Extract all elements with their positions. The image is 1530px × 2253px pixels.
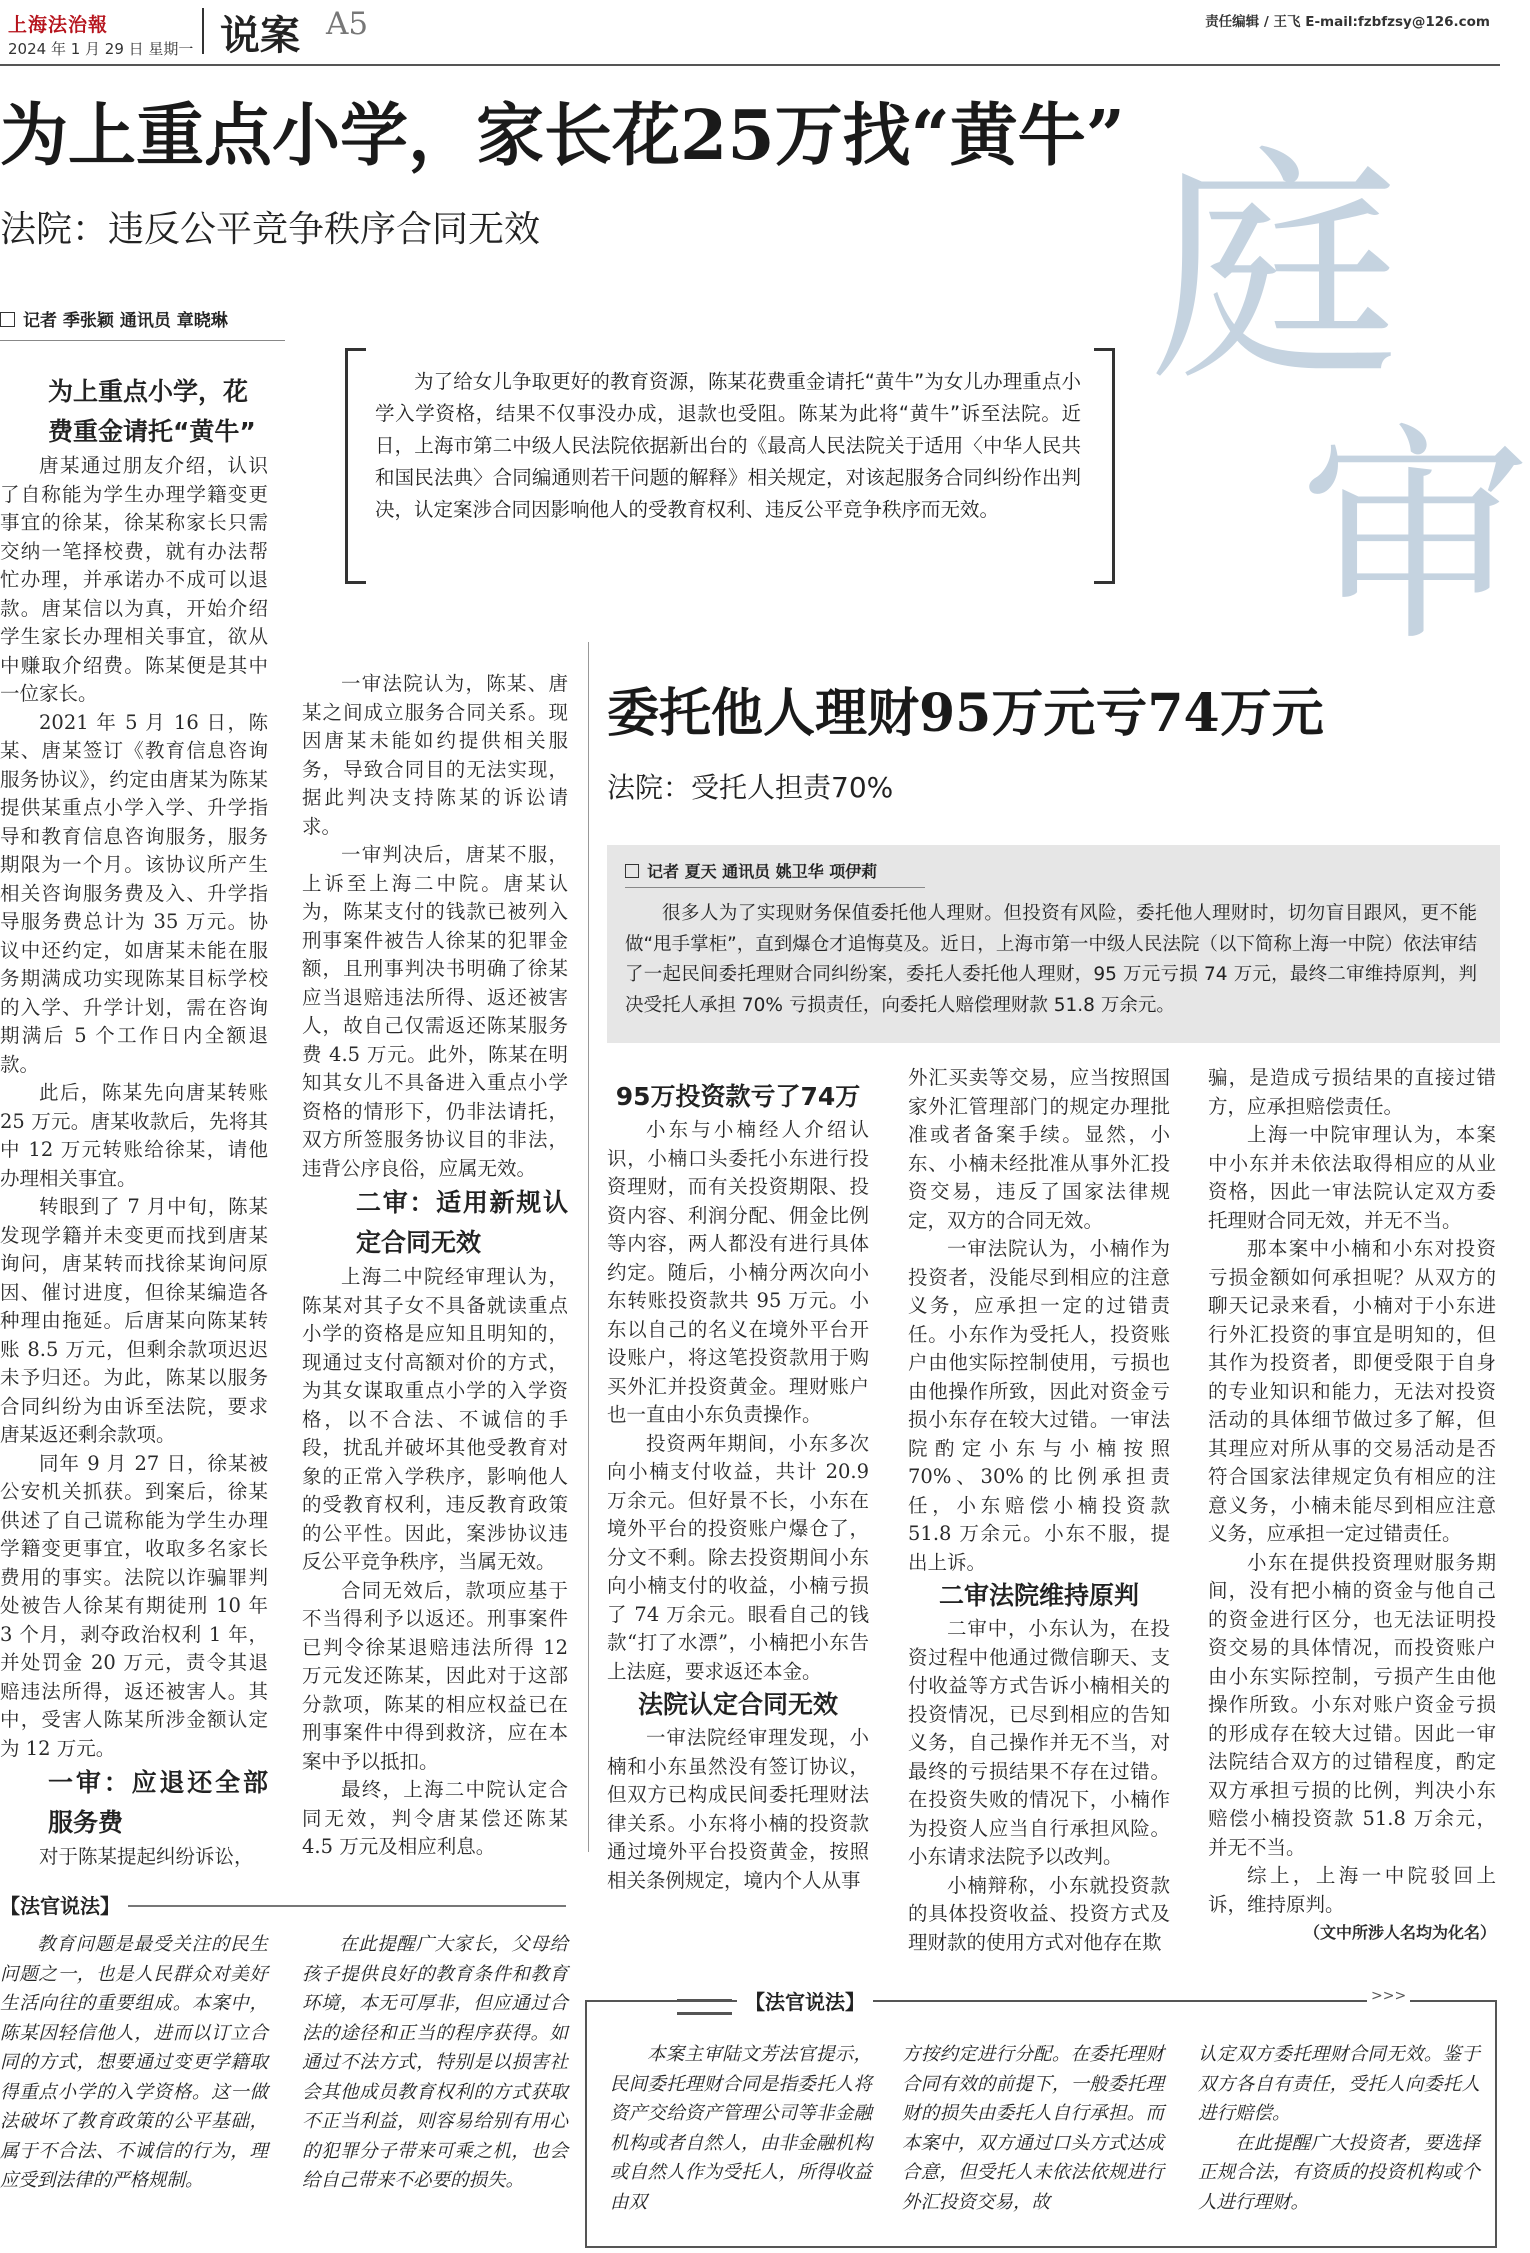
story2-subheading-3: 二审法院维持原判	[938, 1581, 1139, 1610]
story2-note-col1	[610, 2040, 872, 2217]
paragraph: 合同无效后，款项应基于不当得利予以返还。刑事案件已判令徐某退赔违法所得 12 万元发还陈某，因此对于这部分款项，陈某的相应权益已在刑事案件中得到救济，应在本案中予以抵扣。	[302, 1578, 568, 1773]
paragraph: 二审中，小东认为，在投资过程中他通过微信聊天、支付收益等方式告诉小楠相关的投资情况，已尽到相应的告知义务，自己操作并无不当，对最终的亏损结果不存在过错。在投资失败的情况下，小楠作为投资人应当自行承担风险。小东请求法院予以改判。	[908, 1617, 1170, 1868]
paragraph: 一审法院认为，陈某、唐某之间成立服务合同关系。现因唐某未能如约提供相关服务，导致合同目的无法实现，据此判决支持陈某的诉讼请求。	[302, 672, 568, 838]
paragraph: 2021 年 5 月 16 日，陈某、唐某签订《教育信息咨询服务协议》，约定由唐某为陈某提供某重点小学入学、升学指导和教育信息咨询服务，服务期限为一个月。该协议所产生相关咨询服务费及入、升学指导服务费总计为 35 万元。协议中还约定，如唐某未能在服务期满成功实现陈某目标学校的入学、升学计划，需在咨询期满后 5 个工作日内全额退款。	[0, 710, 268, 1076]
chevrons-icon: >>>	[1367, 1988, 1410, 2004]
story2-lead-box	[607, 845, 1500, 1043]
story2-column-2	[908, 1064, 1170, 1957]
note-paragraph: 认定双方委托理财合同无效。鉴于双方各自有责任，受托人向委托人进行赔偿。	[1198, 2044, 1480, 2124]
paragraph: 转眼到了 7 月中旬，陈某发现学籍并未变更而找到唐某询问，唐某转而找徐某询问原因、催讨进度，但徐某编造各种理由拖延。后唐某向陈某转账 8.5 万元，但剩余款项迟迟未予归还。为此，陈某以服务合同纠纷为由诉至法院，要求唐某返还剩余款项。	[0, 1195, 268, 1446]
paragraph: 此后，陈某先向唐某转账 25 万元。唐某收款后，先将其中 12 万元转账给徐某，请他办理相关事宜。	[0, 1081, 268, 1190]
masthead-rule	[0, 64, 1500, 66]
paragraph: 综上，上海一中院驳回上诉，维持原判。	[1208, 1864, 1496, 1916]
story2-byline-text: 记者 夏天 通讯员 姚卫华 项伊莉	[647, 862, 878, 881]
story1-lead: 为了给女儿争取更好的教育资源，陈某花费重金请托“黄牛”为女儿办理重点小学入学资格，结果不仅事没办成，退款也受阻。陈某为此将“黄牛”诉至法院。近日，上海市第二中级人民法院依据新出台的《最高人民法院关于适用〈中华人民共和国民法典〉合同编通则若干问题的解释》相关规定，对该起服务合同纠纷作出判决，认定案涉合同因影响他人的受教育权利、违反公平竞争秩序而无效。	[375, 370, 1081, 521]
paragraph: 那本案中小楠和小东对投资亏损金额如何承担呢？从双方的聊天记录来看，小楠对于小东进行外汇投资的事宜是明知的，但其作为投资者，即便受限于自身的专业知识和能力，无法对投资活动的具体细节做过多了解，但其理应对所从事的交易活动是否符合国家法律规定负有相应的注意义务，小楠未能尽到相应注意义务，应承担一定过错责任。	[1208, 1237, 1496, 1545]
paragraph: 一审法院认为，小楠作为投资者，没能尽到相应的注意义务，应承担一定的过错责任。小东作为受托人，投资账户由他实际控制使用，亏损也由他操作所致，因此对资金亏损小东存在较大过错。一审法院酌定小东与小楠按照 70%、30%的比例承担责任，小东赔偿小楠投资款 51.8 万余元。小东不服，提出上诉。	[908, 1237, 1170, 1574]
watermark-ting: 庭	[1150, 124, 1400, 415]
paragraph: 一审法院经审理发现，小楠和小东虽然没有签订协议，但双方已构成民间委托理财法律关系。小东将小楠的投资款通过境外平台投资黄金，按照相关条例规定，境内个人从事	[607, 1726, 869, 1892]
story2-note-col2	[902, 2040, 1164, 2217]
story1-subheading-3: 二审：适用新规认定合同无效	[356, 1188, 568, 1257]
paragraph: 上海二中院经审理认为，陈某对其子女不具备就读重点小学的资格是应知且明知的，现通过支付高额对价的方式，为其女谋取重点小学的入学资格，以不合法、不诚信的手段，扰乱并破坏其他受教育对象的正常入学秩序，影响他人的受教育权利，违反教育政策的公平性。因此，案涉协议违反公平竞争秩序，当属无效。	[302, 1265, 568, 1573]
editor-line: 责任编辑 / 王飞 E-mail:fzbfzsy@126.com	[1205, 14, 1490, 30]
paragraph: 上海一中院审理认为，本案中小东并未依法取得相应的从业资格，因此一审法院认定双方委托理财合同无效，并无不当。	[1208, 1123, 1496, 1232]
paragraph: 外汇买卖等交易，应当按照国家外汇管理部门的规定办理批准或者备案手续。显然，小东、小楠未经批准从事外汇投资交易，违反了国家法律规定，双方的合同无效。	[908, 1066, 1170, 1232]
story2-lead: 很多人为了实现财务保值委托他人理财。但投资有风险，委托他人理财时，切勿盲目跟风，更不能做“甩手掌柜”，直到爆仓才追悔莫及。近日，上海市第一中级人民法院（以下简称上海一中院）依法审结了一起民间委托理财合同纠纷案，委托人委托他人理财，95 万元亏损 74 万元，最终二审维持原判，判决受托人承担 70% 亏损责任，向委托人赔偿理财款 51.8 万余元。	[625, 903, 1477, 1016]
note1-rule	[96, 1905, 566, 1907]
story1-column-2	[302, 670, 568, 1862]
story2-subhead: 法院：受托人担责70%	[607, 771, 894, 804]
section-name: 说案	[220, 13, 300, 59]
paragraph: 同年 9 月 27 日，徐某被公安机关抓获。到案后，徐某供述了自己谎称能为学生办理学籍变更事宜，收取多名家长费用的事实。法院以诈骗罪判处被告人徐某有期徒刑 10 年 3 个月，剥夺政治权利 1 年，并处罚金 20 万元，责令其退赔违法所得，返还被害人。其中，受害人陈某所涉金额认定为 12 万元。	[0, 1451, 268, 1760]
paragraph: 投资两年期间，小东多次向小楠支付收益，共计 20.9 万余元。但好景不长，小东在境外平台的投资账户爆仓了，分文不剩。除去投资期间小东向小楠支付的收益，小楠亏损了 74 万余元。眼看自己的钱款“打了水漂”，小楠把小东告上法庭，要求返还本金。	[607, 1431, 869, 1683]
story2-headline: 委托他人理财95万元亏74万元	[607, 683, 1324, 744]
story2-column-3	[1208, 1064, 1496, 1948]
story1-lead-box	[345, 348, 1115, 586]
paragraph: 小东在提供投资理财服务期间，没有把小楠的资金与他自己的资金进行区分，也无法证明投资交易的具体情况，而投资账户由小东实际控制，亏损产生由他操作所致。小东对账户资金亏损的形成存在较大过错。因此一审法院结合双方的过错程度，酌定双方承担亏损的比例，判决小东赔偿小楠投资款 51.8 万余元，并无不当。	[1208, 1550, 1496, 1859]
story1-subheading-1: 为上重点小学，花费重金请托“黄牛”	[48, 377, 256, 446]
paragraph: 一审判决后，唐某不服，上诉至上海二中院。唐某认为，陈某支付的钱款已被列入刑事案件被告人徐某的犯罪金额，且刑事判决书明确了徐某应当退赔违法所得、返还被害人，故自己仅需返还陈某服务费 4.5 万元。此外，陈某在明知其女儿不具备进入重点小学资格的情形下，仍非法请托，双方所签服务协议目的非法，违背公序良俗，应属无效。	[302, 843, 568, 1180]
story1-subheading-2: 一审：应退还全部服务费	[48, 1768, 268, 1837]
note-paragraph: 方按约定进行分配。在委托理财合同有效的前提下，一般委托理财的损失由委托人自行承担。而本案中，双方通过口头方式达成合意，但受托人未依法依规进行外汇投资交易，故	[902, 2044, 1164, 2213]
story1-column-1	[0, 372, 268, 1872]
name-disclaimer: （文中所涉人名均为化名）	[1303, 1923, 1496, 1942]
masthead	[0, 0, 1500, 62]
paragraph: 最终，上海二中院认定合同无效，判令唐某偿还陈某 4.5 万元及相应利息。	[302, 1778, 568, 1858]
story1-byline	[0, 306, 228, 331]
note-paragraph: 在此提醒广大家长，父母给孩子提供良好的教育条件和教育环境，本无可厚非，但应通过合法的途径和正当的程序获得。如通过不法方式，特别是以损害社会其他成员教育权利的方式获取不正当利益，则容易给别有用心的犯罪分子带来可乘之机，也会给自己带来不必要的损失。	[302, 1934, 568, 2191]
story2-byline	[625, 859, 877, 882]
paragraph: 小东与小楠经人介绍认识，小楠口头委托小东进行投资理财，而有关投资期限、投资内容、利润分配、佣金比例等内容，两人都没有进行具体约定。随后，小楠分两次向小东转账投资款共 95 万元。小东以自己的名义在境外平台开设账户，将这笔投资款用于购买外汇并投资黄金。理财账户也一直由小东负责操作。	[607, 1118, 869, 1426]
byline-box-icon	[625, 864, 639, 878]
note-paragraph: 教育问题是最受关注的民生问题之一，也是人民群众对美好生活向往的重要组成。本案中，陈某因轻信他人，进而以订立合同的方式，想要通过变更学籍取得重点小学的入学资格。这一做法破坏了教育政策的公平基础，属于不合法、不诚信的行为，理应受到法律的严格规制。	[0, 1934, 268, 2191]
story-divider	[588, 642, 589, 1852]
date-line: 2024 年 1 月 29 日 星期一	[8, 40, 194, 58]
story1-subhead: 法院：违反公平竞争秩序合同无效	[0, 209, 541, 250]
story2-note-col3	[1198, 2040, 1480, 2217]
story1-headline: 为上重点小学，家长花25万找“黄牛”	[0, 96, 1125, 176]
story2-column-1	[607, 1078, 869, 1895]
story2-byline-rule	[625, 887, 925, 888]
story1-byline-rule	[0, 340, 285, 341]
paragraph: 唐某通过朋友介绍，认识了自称能为学生办理学籍变更事宜的徐某，徐某称家长只需交纳一笔择校费，就有办法帮忙办理，并承诺办不成可以退款。唐某信以为真，开始介绍学生家长办理相关事宜，欲从中赚取介绍费。陈某便是其中一位家长。	[0, 454, 268, 705]
note-box-double-rule-icon	[677, 1999, 732, 2015]
story2-note-label: 【法官说法】	[737, 1986, 873, 2015]
story1-note-label: 【法官说法】	[0, 1890, 128, 1919]
story1-note-col1	[0, 1930, 268, 2196]
byline-box-icon	[0, 312, 15, 327]
watermark-shen: 审	[1300, 406, 1530, 673]
note-paragraph: 在此提醒广大投资者，要选择正规合法，有资质的投资机构或个人进行理财。	[1198, 2132, 1480, 2213]
story2-subheading-1: 95万投资款亏了74万	[615, 1082, 861, 1111]
paragraph: 对于陈某提起纠纷诉讼，	[39, 1845, 254, 1868]
masthead-divider	[202, 8, 204, 54]
story1-byline-text: 记者 季张颖 通讯员 章晓琳	[23, 311, 228, 331]
paper-name: 上海法治報	[8, 14, 109, 36]
bracket-left	[345, 348, 366, 584]
paragraph: 小楠辩称，小东就投资款的具体投资收益、投资方式及理财款的使用方式对他存在欺	[908, 1873, 1170, 1954]
note-paragraph: 本案主审陆文芳法官提示，民间委托理财合同是指委托人将资产交给资产管理公司等非金融机构或者自然人，由非金融机构或自然人作为受托人，所得收益由双	[610, 2044, 872, 2213]
story2-subheading-2: 法院认定合同无效	[637, 1690, 838, 1719]
bracket-right	[1094, 348, 1115, 584]
story1-note-col2	[302, 1930, 568, 2196]
page-number: A5	[326, 6, 369, 42]
paragraph: 骗，是造成亏损结果的直接过错方，应承担赔偿责任。	[1208, 1066, 1496, 1118]
